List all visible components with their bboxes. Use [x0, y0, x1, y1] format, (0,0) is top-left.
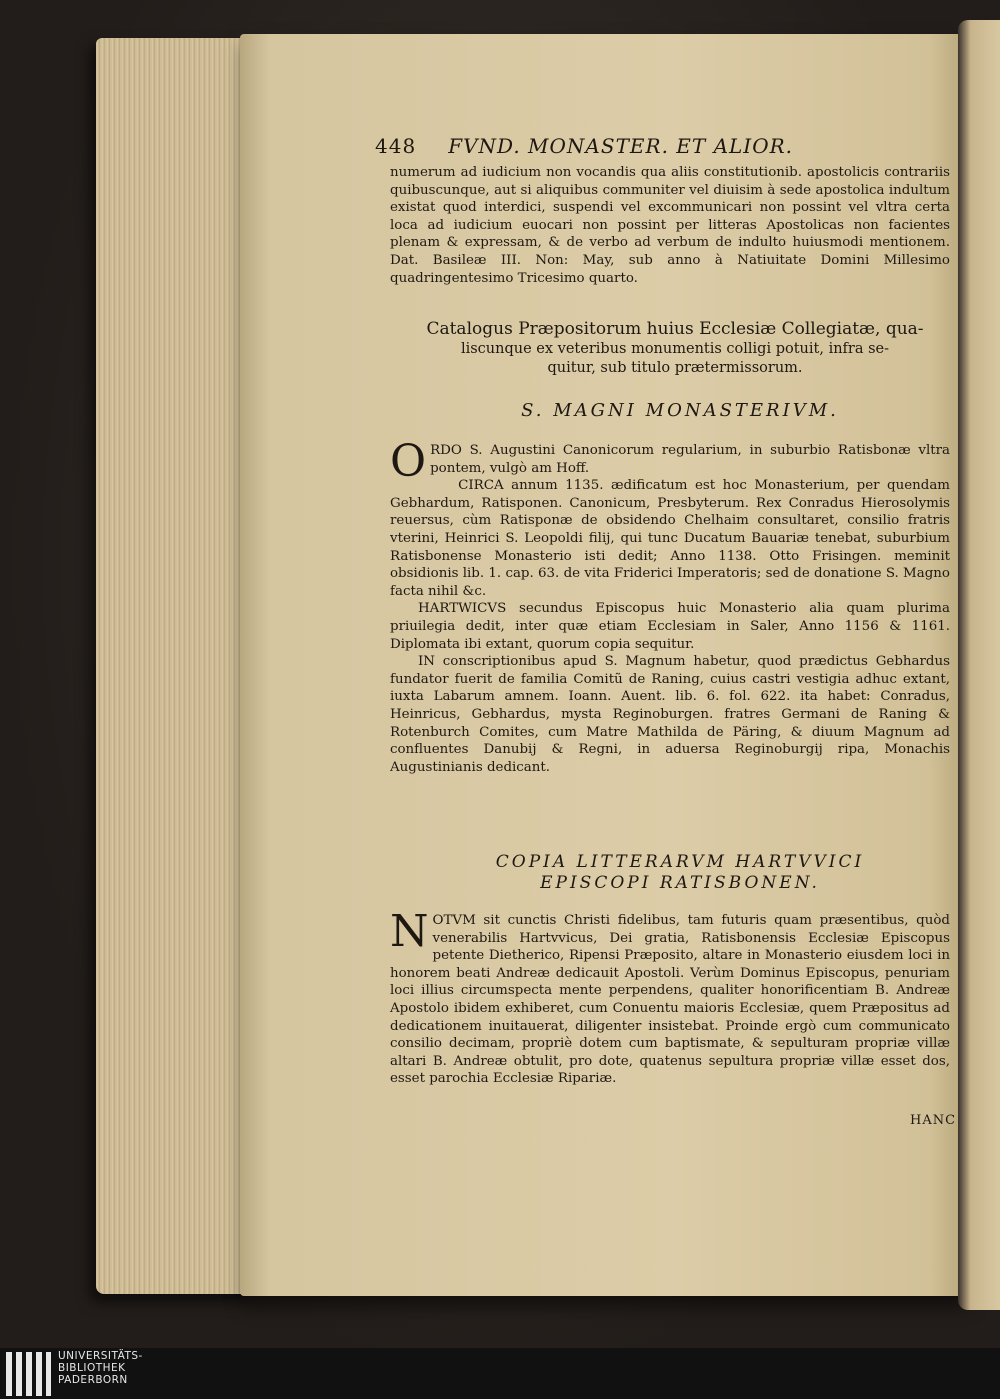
- catalog-line-3: quitur, sub titulo prætermissorum.: [547, 360, 803, 376]
- facing-page-edge: [958, 20, 1000, 1310]
- library-line-2: BIBLIOTHEK: [58, 1362, 126, 1374]
- notum-paragraph: [390, 906, 950, 1088]
- library-line-3: PADERBORN: [58, 1374, 128, 1386]
- running-title: FVND. MONASTER. ET ALIOR.: [448, 134, 794, 158]
- notum-text: OTVM sit cunctis Christi fidelibus, tam futuris quam præsentibus, quòd venerabilis Hartvvicus, Dei gratia, Ratisbonensis Ecclesiæ Episcopus petente Dietherico, Ripensi Præposito, altare in Monasterio eiusdem loci in honorem beati Andreæ dedicauit Apostoli. Verùm Dominus Episcopus, penuriam loci illius circumspecta mente perpendens, qualiter honorificentiam B. Andreæ Apostolo ibidem exhiberet, cum Conuentu maioris Ecclesiæ, quem Præpositus ad dedicationem inuitauerat, diligenter insistebat. Proinde ergò cum communicato consilio decimam, propriè dotem cum baptismate, & sepulturam propriæ villæ altari B. Andreæ obtulit, pro dote, quatenus sepultura propriæ villæ esset dos, esset parochia Ecclesiæ Ripariæ.: [390, 913, 950, 1087]
- catalog-line-2: liscunque ex veteribus monumentis colligi potuit, infra se-: [460, 341, 890, 357]
- dropcap-o: O: [390, 436, 427, 487]
- section-title-copia: [420, 852, 940, 894]
- conscriptionibus-paragraph: IN conscriptionibus apud S. Magnum habetur, quod prædictus Gebhardus fundator fuerit de familia Comitũ de Raning, cuius castri vestigia adhuc extant, iuxta Labarum amnem. Ioann. Auent. lib. 6. fol. 622. ita habet: Conradus, Heinricus, Gebhardus, mysta Reginoburgen. fratres Germani de Raning & Rotenburch Comites, cum Matre Mathilda de Päring, & diuum Magnum ad confluentes Danubij & Regni, in aduersa Reginoburgij ripa, Monachis Augustinianis dedicant.: [390, 654, 950, 775]
- notum-body: [390, 906, 950, 1088]
- section-title-s-magni: S. MAGNI MONASTERIVM.: [521, 400, 839, 421]
- page-edge-stack: [96, 38, 256, 1294]
- footer-bar: [0, 1348, 1000, 1399]
- charter-ending-text: [390, 164, 950, 287]
- s-magni-body: [390, 436, 950, 776]
- library-logo-icon: [6, 1352, 54, 1396]
- ordo-text: RDO S. Augustini Canonicorum regularium, in suburbio Ratisbonæ vltra pontem, vulgò am Hoff.: [430, 443, 950, 476]
- circa-paragraph: CIRCA annum 1135. ædificatum est hoc Monasterium, per quendam Gebhardum, Ratisponen. Canonicum, Presbyterum. Rex Conradus Hierosolymis reuersus, cùm Ratisponæ de obsidendo Chelhaim consultaret, consilio fratris vterini, Heinrici S. Leopoldi filij, qui tunc Ducatum Bauariæ tenebat, suburbium Ratisbonense Monasterio isti dedit; Anno 1138. Otto Frisingen. meminit obsidionis lib. 1. cap. 63. de vita Friderici Imperatoris; sed de donatione S. Magno facta nihil &c.: [390, 478, 950, 599]
- catalog-line-1: Catalogus Præpositorum huius Ecclesiæ Collegiatæ, qua-: [426, 319, 924, 339]
- library-line-1: UNIVERSITÄTS-: [58, 1350, 143, 1362]
- copia-title-line-2: EPISCOPI RATISBONEN.: [540, 873, 820, 893]
- hartwicus-paragraph: HARTWICVS secundus Episcopus huic Monasterio alia quam plurima priuilegia dedit, inter quæ etiam Ecclesiam in Saler, Anno 1156 & 1161. Diplomata ibi extant, quorum copia sequitur.: [390, 601, 950, 652]
- ordo-paragraph: [390, 436, 950, 487]
- running-header: [375, 134, 845, 158]
- catchword: HANC: [910, 1113, 957, 1128]
- dropcap-n: N: [390, 906, 429, 957]
- page-number: 448: [375, 134, 417, 158]
- catalog-heading: [405, 318, 945, 378]
- copia-title-line-1: COPIA LITTERARVM HARTVVICI: [495, 852, 865, 872]
- library-name: [58, 1350, 143, 1386]
- charter-ending-paragraph: numerum ad iudicium non vocandis qua aliis constitutionib. apostolicis contrariis quibuscunque, aut si aliquibus communiter vel diuisim à sede apostolica indultum existat quod interdici, suspendi vel excommunicari non possint vel vltra certa loca ad iudicium euocari non possint per litteras Apostolicas non facientes plenam & expressam, & de verbo ad verbum de indulto huiusmodi mentionem. Dat. Basileæ III. Non: May, sub anno à Natiuitate Domini Millesimo quadringentesimo Tricesimo quarto.: [390, 165, 950, 286]
